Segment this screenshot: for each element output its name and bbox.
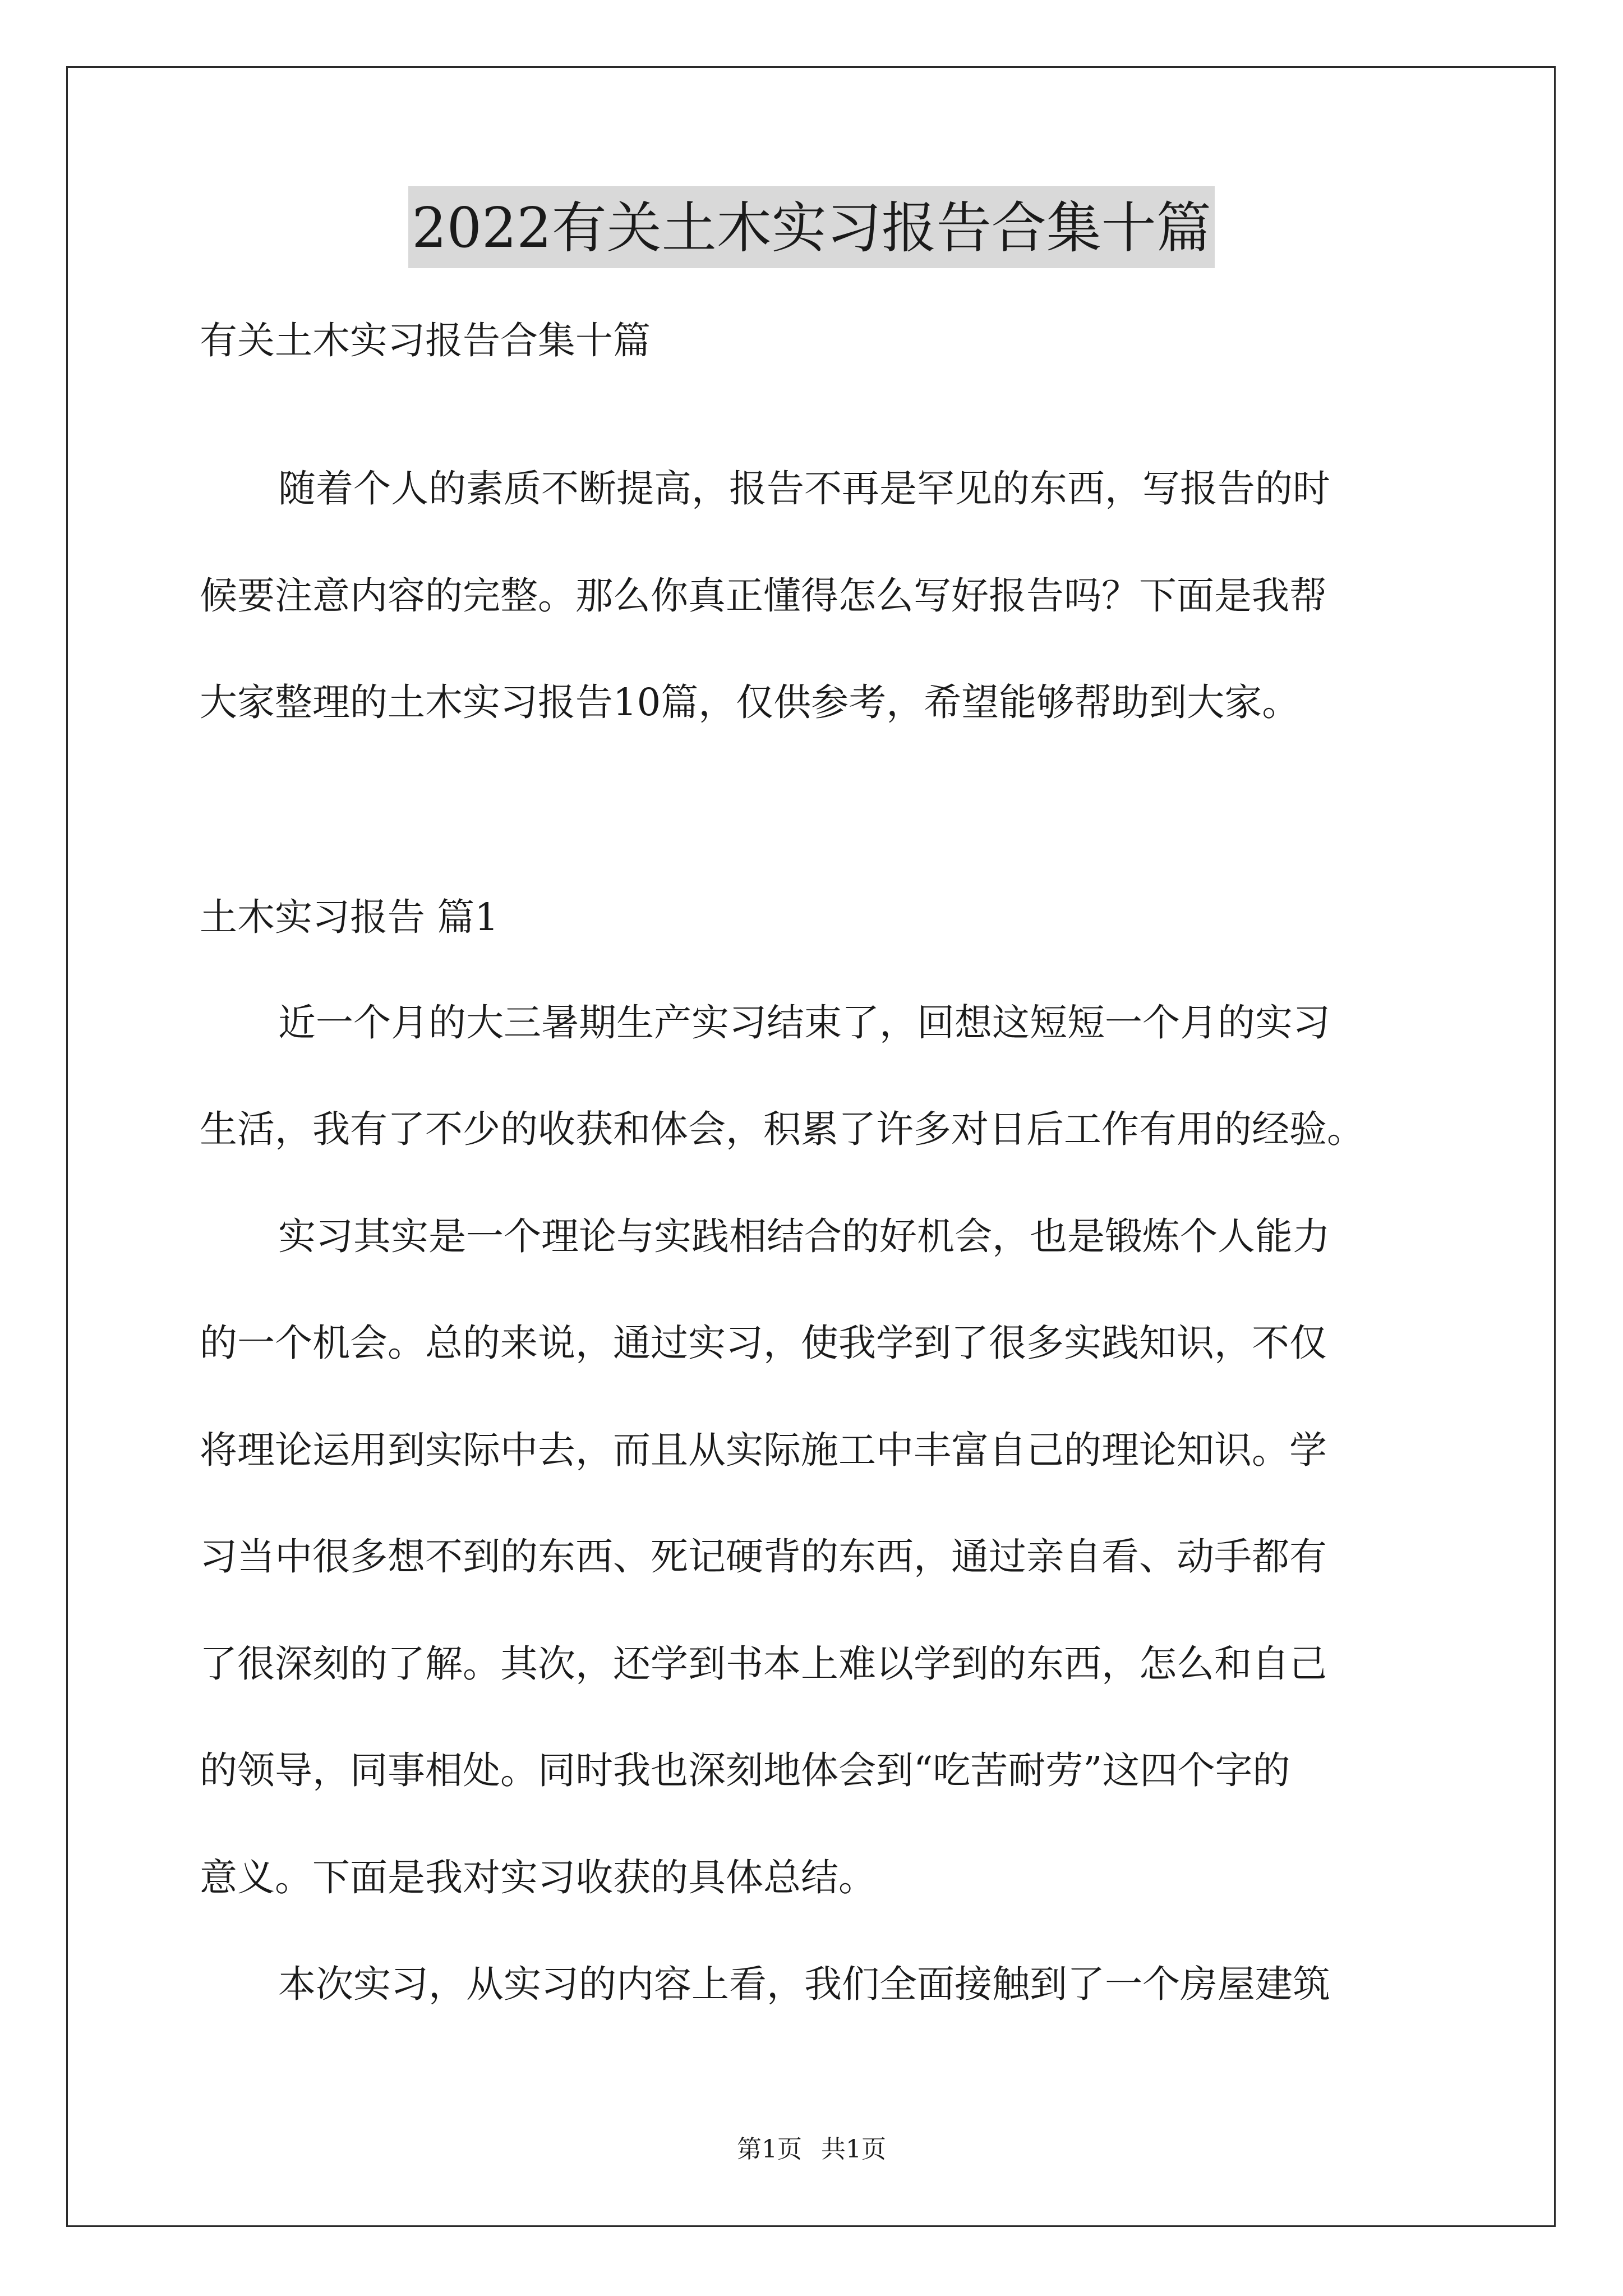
para1-line-1: 近一个月的大三暑期生产实习结束了，回想这短短一个月的实习	[278, 1001, 1330, 1045]
intro-line-2: 候要注意内容的完整。那么你真正懂得怎么写好报告吗？下面是我帮	[200, 574, 1327, 618]
para2-line-3: 将理论运用到实际中去，而且从实际施工中丰富自己的理论知识。学	[200, 1428, 1327, 1472]
footer-total-pages: 共1页	[821, 2135, 886, 2164]
intro-line-3: 大家整理的土木实习报告10篇，仅供参考，希望能够帮助到大家。	[200, 680, 1300, 724]
document-title-text: 2022有关土木实习报告合集十篇	[408, 186, 1214, 268]
para2-line-2: 的一个机会。总的来说，通过实习，使我学到了很多实践知识，不仅	[200, 1321, 1327, 1365]
para2-line-4: 习当中很多想不到的东西、死记硬背的东西，通过亲自看、动手都有	[200, 1535, 1327, 1579]
para2-line-1: 实习其实是一个理论与实践相结合的好机会，也是锻炼个人能力	[278, 1214, 1330, 1258]
document-title	[0, 196, 1623, 260]
page-footer	[0, 2137, 1623, 2162]
para1-line-2: 生活，我有了不少的收获和体会，积累了许多对日后工作有用的经验。	[200, 1107, 1364, 1151]
footer-page-number: 第1页	[737, 2135, 802, 2164]
para2-line-6: 的领导，同事相处。同时我也深刻地体会到“吃苦耐劳”这四个字的	[200, 1749, 1290, 1792]
para2-line-5: 了很深刻的了解。其次，还学到书本上难以学到的东西，怎么和自己	[200, 1642, 1327, 1686]
para2-line-7: 意义。下面是我对实习收获的具体总结。	[200, 1856, 876, 1899]
para3-line-1: 本次实习，从实习的内容上看，我们全面接触到了一个房屋建筑	[278, 1962, 1330, 2006]
section-heading: 土木实习报告 篇1	[200, 895, 499, 939]
document-subtitle: 有关土木实习报告合集十篇	[200, 319, 651, 362]
intro-line-1: 随着个人的素质不断提高，报告不再是罕见的东西，写报告的时	[278, 467, 1330, 510]
